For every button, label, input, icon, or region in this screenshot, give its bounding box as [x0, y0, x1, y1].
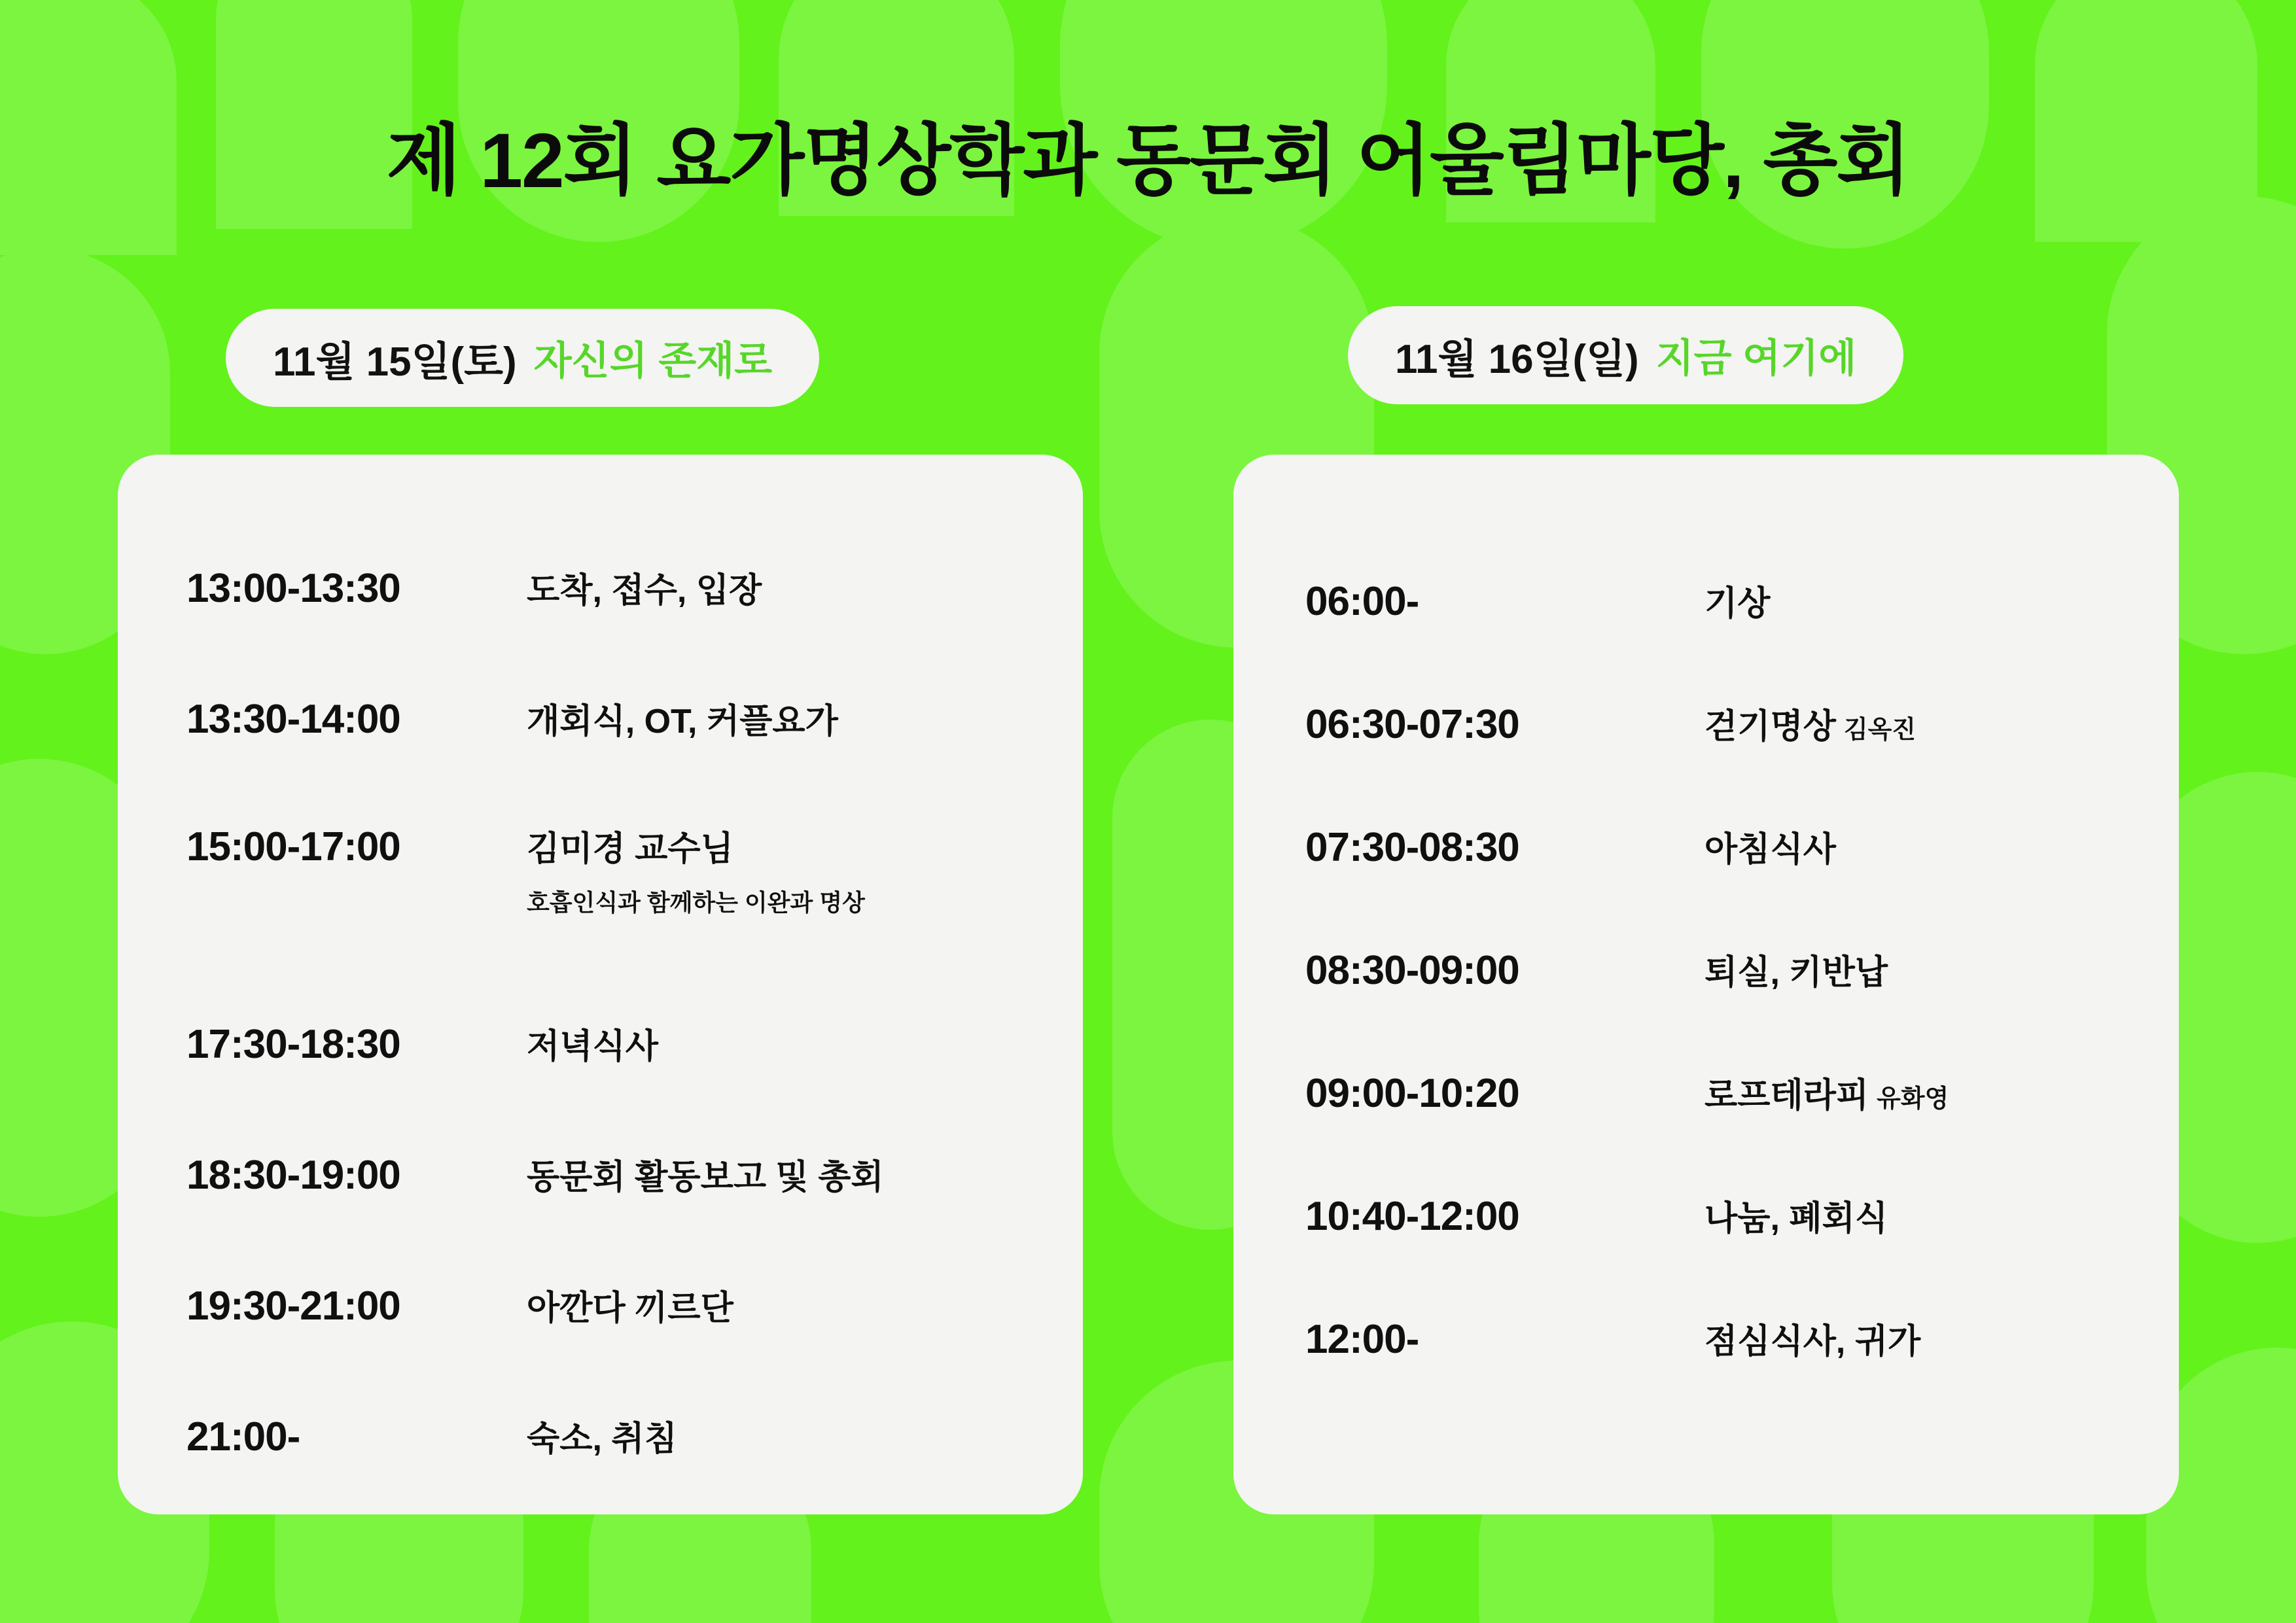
- schedule-time: 13:30-14:00: [186, 697, 400, 742]
- schedule-row: [1305, 945, 1888, 994]
- schedule-time: 06:00-: [1305, 579, 1419, 624]
- schedule-row: [186, 563, 762, 612]
- schedule-row: [186, 1280, 733, 1329]
- schedule-desc-wrap: [1704, 1314, 1920, 1363]
- day2-date: 11월 16일(일): [1395, 336, 1639, 382]
- schedule-row: [1305, 1191, 1888, 1240]
- schedule-row: [1305, 576, 1770, 625]
- schedule-desc-wrap: [1704, 1191, 1888, 1240]
- schedule-time: 19:30-21:00: [186, 1283, 400, 1329]
- schedule-desc-wrap: [527, 821, 865, 918]
- day1-schedule-rows: [118, 455, 1083, 1514]
- schedule-row: [186, 1019, 658, 1068]
- schedule-desc: 아침식사: [1704, 831, 1836, 869]
- schedule-speaker: 김옥진: [1843, 716, 1916, 744]
- schedule-desc: 개회식, OT, 커플요가: [527, 703, 838, 741]
- schedule-desc: 나눔, 폐회식: [1704, 1200, 1888, 1238]
- schedule-time: 21:00-: [186, 1414, 300, 1459]
- schedule-time: 10:40-12:00: [1305, 1194, 1519, 1239]
- day1-date: 11월 15일(토): [273, 339, 517, 385]
- day2-header-chip: [1348, 306, 1903, 404]
- schedule-desc: 로프테라피 유화영: [1704, 1077, 1949, 1115]
- schedule-row: [1305, 822, 1836, 871]
- schedule-desc: 저녁식사: [527, 1028, 658, 1066]
- schedule-row: [186, 821, 865, 918]
- day2-theme: 지금 여기에: [1655, 336, 1857, 380]
- schedule-time: 07:30-08:30: [1305, 825, 1519, 870]
- schedule-desc: 퇴실, 키반납: [1704, 954, 1888, 992]
- day1-theme: 자신의 존재로: [533, 339, 773, 383]
- schedule-time: 06:30-07:30: [1305, 702, 1519, 747]
- schedule-time: 17:30-18:30: [186, 1022, 400, 1067]
- schedule-desc-wrap: [1704, 945, 1888, 994]
- schedule-desc: 점심식사, 귀가: [1704, 1323, 1921, 1361]
- day1-header-chip: [226, 309, 819, 407]
- schedule-desc: 동문회 활동보고 및 총회: [527, 1159, 884, 1196]
- schedule-time: 12:00-: [1305, 1317, 1419, 1362]
- schedule-row: [186, 1149, 884, 1198]
- day2-schedule-card: [1233, 455, 2179, 1514]
- schedule-desc: 걷기명상 김옥진: [1704, 708, 1916, 746]
- schedule-row: [186, 693, 838, 742]
- schedule-desc: 김미경 교수님: [527, 830, 733, 868]
- day2-schedule-rows: [1233, 455, 2179, 1514]
- page-title: 제 12회 요가명상학과 동문회 어울림마당, 총회: [386, 118, 1910, 204]
- schedule-desc: 아깐다 끼르단: [527, 1289, 733, 1327]
- schedule-desc-wrap: [527, 1280, 733, 1329]
- schedule-time: 13:00-13:30: [186, 566, 400, 611]
- schedule-time: 08:30-09:00: [1305, 948, 1519, 993]
- schedule-desc: 숙소, 취침: [527, 1420, 677, 1458]
- schedule-desc-wrap: [1704, 576, 1770, 625]
- schedule-row: [186, 1411, 677, 1460]
- schedule-desc-wrap: [527, 1149, 884, 1198]
- schedule-row: [1305, 1314, 1920, 1363]
- schedule-time: 18:30-19:00: [186, 1153, 400, 1198]
- schedule-time: 15:00-17:00: [186, 824, 400, 869]
- schedule-time: 09:00-10:20: [1305, 1071, 1519, 1116]
- schedule-desc: 기상: [1704, 585, 1771, 623]
- schedule-row: [1305, 1068, 1949, 1117]
- schedule-desc-wrap: [1704, 1068, 1949, 1117]
- schedule-subdesc: 호흡인식과 함께하는 이완과 명상: [527, 889, 865, 916]
- schedule-desc-wrap: [527, 1019, 658, 1068]
- schedule-desc-wrap: [527, 693, 838, 742]
- schedule-desc-wrap: [1704, 822, 1836, 871]
- schedule-desc-wrap: [1704, 699, 1916, 748]
- schedule-desc: 도착, 접수, 입장: [527, 572, 762, 610]
- schedule-desc-wrap: [527, 563, 762, 612]
- schedule-row: [1305, 699, 1916, 748]
- schedule-desc-wrap: [527, 1411, 677, 1460]
- day1-schedule-card: [118, 455, 1083, 1514]
- schedule-speaker: 유화영: [1877, 1085, 1949, 1113]
